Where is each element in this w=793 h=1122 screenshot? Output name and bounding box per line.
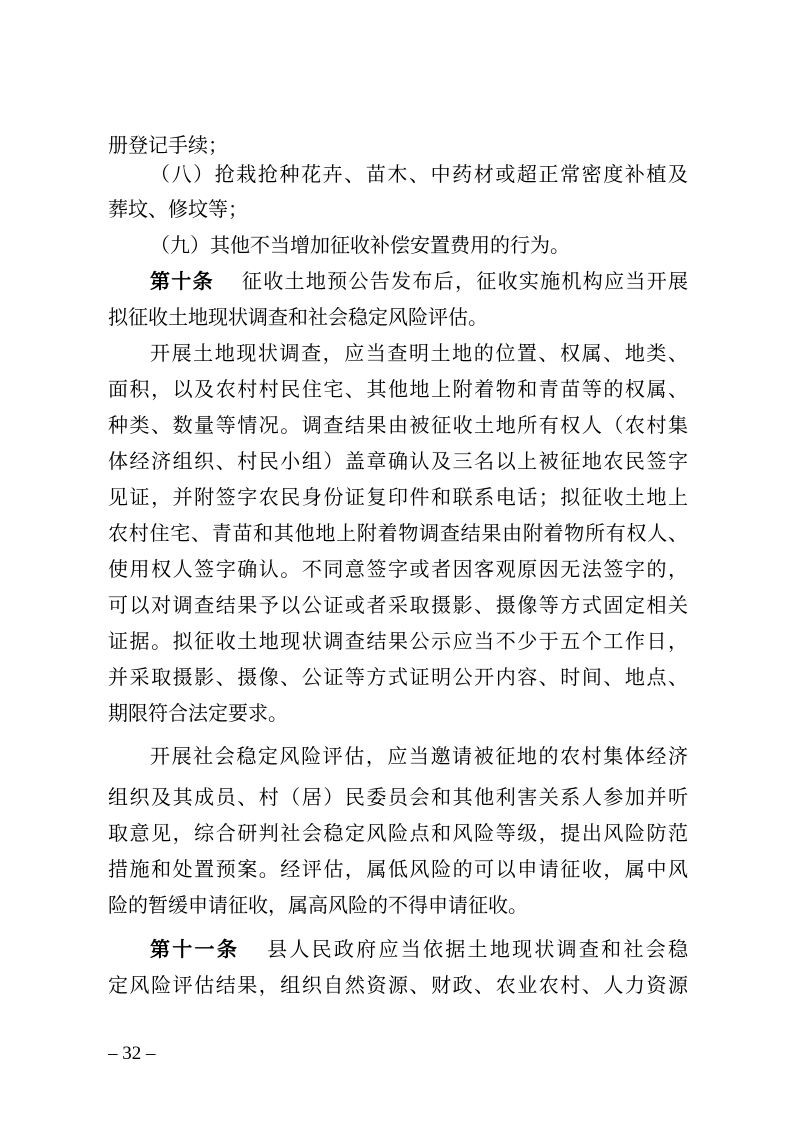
text-line-9: 种类、数量等情况。调查结果由被征收土地所有权人（农村集 <box>108 413 688 437</box>
article-11-heading: 第十一条 <box>150 937 240 961</box>
text-line-17: 期限符合法定要求。 <box>108 701 288 725</box>
text-line-16: 并采取摄影、摄像、公证等方式证明公开内容、时间、地点、 <box>108 665 688 689</box>
text-line-12: 农村住宅、青苗和其他地上附着物调查结果由附着物所有权人、 <box>108 521 688 545</box>
text-line-6: 拟征收土地现状调查和社会稳定风险评估。 <box>108 305 488 329</box>
text-line-3: 葬坟、修坟等； <box>108 197 248 221</box>
text-line-19: 组织及其成员、村（居）民委员会和其他利害关系人参加并听 <box>108 785 688 809</box>
text-line-22: 险的暂缓申请征收，属高风险的不得申请征收。 <box>108 893 528 917</box>
text-line-11: 见证，并附签字农民身份证复印件和联系电话；拟征收土地上 <box>108 485 688 509</box>
article-11-first-line: 第十一条 县人民政府应当依据土地现状调查和社会稳 <box>150 937 688 961</box>
text-line-18: 开展社会稳定风险评估，应当邀请被征地的农村集体经济 <box>150 744 688 768</box>
text-line-14: 可以对调查结果予以公证或者采取摄影、摄像等方式固定相关 <box>108 593 688 617</box>
text-line-21: 措施和处置预案。经评估，属低风险的可以申请征收，属中风 <box>108 857 688 881</box>
text-line-10: 体经济组织、村民小组）盖章确认及三名以上被征地农民签字 <box>108 449 688 473</box>
text-line-4: （九）其他不当增加征收补偿安置费用的行为。 <box>150 233 570 257</box>
article-10-heading: 第十条 <box>150 269 214 293</box>
text-line-7: 开展土地现状调查，应当查明土地的位置、权属、地类、 <box>150 341 688 365</box>
text-line-15: 证据。拟征收土地现状调查结果公示应当不少于五个工作日， <box>108 629 688 653</box>
text-line-1: 册登记手续； <box>108 133 228 157</box>
article-10-first-line: 第十条 征收土地预公告发布后，征收实施机构应当开展 <box>150 269 688 293</box>
page-number: – 32 – <box>108 1043 156 1064</box>
text-line-20: 取意见，综合研判社会稳定风险点和风险等级，提出风险防范 <box>108 821 688 845</box>
text-line-24: 定风险评估结果，组织自然资源、财政、农业农村、人力资源 <box>108 973 688 997</box>
text-line-8: 面积，以及农村村民住宅、其他地上附着物和青苗等的权属、 <box>108 377 688 401</box>
text-line-2: （八）抢栽抢种花卉、苗木、中药材或超正常密度补植及 <box>150 162 688 186</box>
text-line-13: 使用权人签字确认。不同意签字或者因客观原因无法签字的， <box>108 557 688 581</box>
